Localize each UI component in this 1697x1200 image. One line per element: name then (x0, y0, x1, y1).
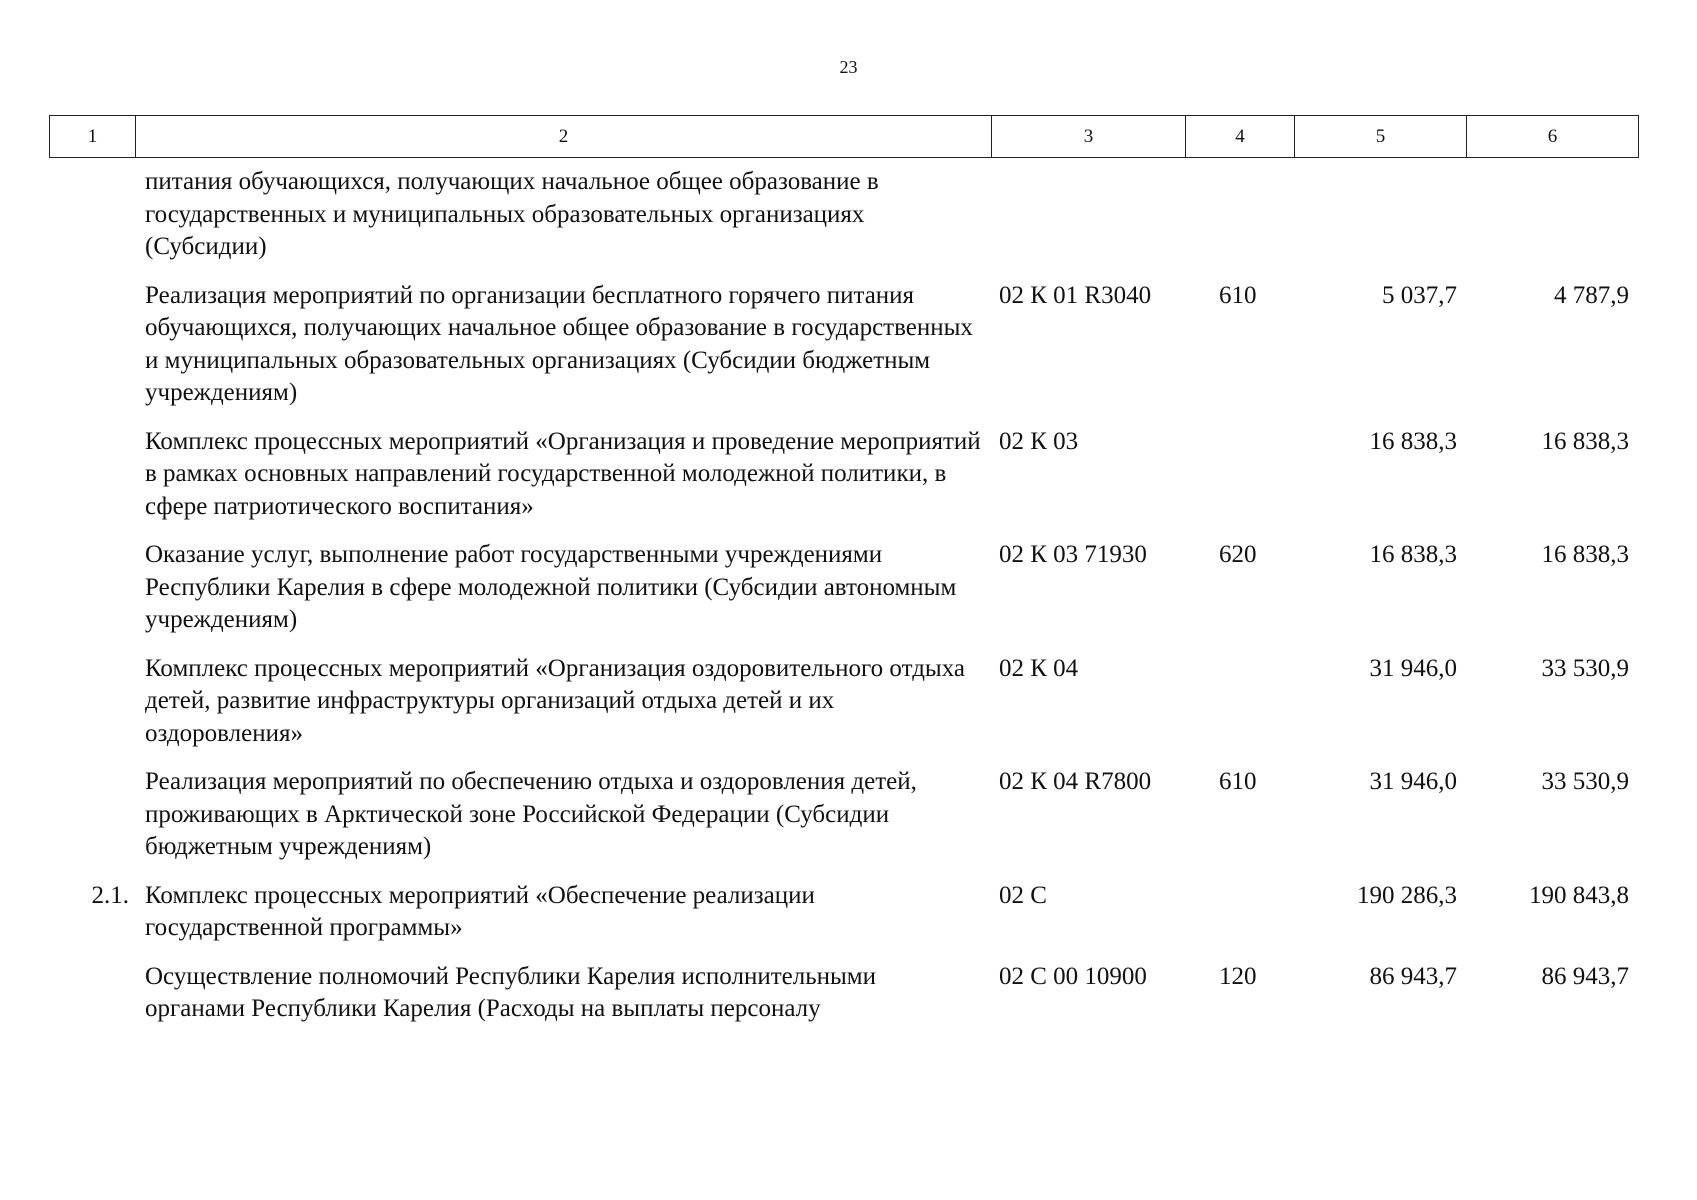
row-value-col6: 33 530,9 (1541, 768, 1629, 795)
table-row (49, 880, 1638, 945)
row-value-col6: 190 843,8 (1529, 881, 1629, 909)
row-expense-type: 120 (1219, 962, 1257, 990)
row-value-col5 (1294, 166, 1466, 264)
header-col-1: 1 (50, 116, 136, 158)
row-value-col5: 5 037,7 (1382, 281, 1457, 309)
row-number (49, 961, 135, 1026)
row-expense-type (1185, 653, 1294, 751)
row-code: 02 С 00 10900 (999, 962, 1147, 990)
header-col-4: 4 (1186, 116, 1295, 158)
row-value-col6: 86 943,7 (1541, 962, 1629, 990)
row-value-col5: 16 838,3 (1369, 541, 1457, 568)
row-number (49, 166, 135, 264)
row-name: питания обучающихся, получающих начальное общее образование в государственных и муниципальных образовательных организациях (Субсидии) (145, 168, 879, 260)
row-code: 02 К 03 (999, 427, 1079, 455)
row-number (49, 539, 135, 637)
row-value-col5: 16 838,3 (1369, 427, 1457, 455)
table-row (49, 426, 1638, 524)
row-number: 2.1. (91, 881, 129, 909)
row-number (49, 653, 135, 751)
row-name: Комплекс процессных мероприятий «Организация оздоровительного отдыха детей, развитие инфраструктуры организаций отдыха детей и их оздоровления» (145, 654, 965, 747)
row-code: 02 К 04 (999, 654, 1079, 682)
row-name: Реализация мероприятий по организации бесплатного горячего питания обучающихся, получающих начальное общее образование в государственных и муниципальных образовательных организациях (Субсидии бюджетным учреждениям) (145, 281, 973, 406)
row-name: Оказание услуг, выполнение работ государственными учреждениями Республики Карелия в сфере молодежной политики (Субсидии автономным учреждениям) (145, 541, 957, 633)
row-name: Осуществление полномочий Республики Карелия исполнительными органами Республики Карелия (Расходы на выплаты персоналу (145, 962, 876, 1022)
header-col-5: 5 (1295, 116, 1467, 158)
row-value-col5: 31 946,0 (1369, 654, 1457, 682)
row-value-col5: 86 943,7 (1369, 962, 1457, 990)
table-row (49, 166, 1638, 264)
row-code (991, 166, 1185, 264)
row-name: Комплекс процессных мероприятий «Обеспечение реализации государственной программы» (145, 881, 815, 941)
table-row (49, 280, 1638, 410)
row-value-col6: 16 838,3 (1541, 427, 1629, 455)
row-name: Реализация мероприятий по обеспечению отдыха и оздоровления детей, проживающих в Арктической зоне Российской Федерации (Субсидии бюджетным учреждениям) (145, 768, 917, 860)
page-number: 23 (839, 57, 858, 77)
row-expense-type: 610 (1219, 768, 1257, 795)
header-col-6: 6 (1467, 116, 1639, 158)
row-value-col6: 4 787,9 (1554, 281, 1629, 309)
table-row (49, 766, 1638, 864)
header-col-3: 3 (992, 116, 1186, 158)
row-code: 02 К 03 71930 (999, 541, 1147, 568)
row-code: 02 К 04 R7800 (999, 768, 1152, 795)
row-code: 02 К 01 R3040 (999, 281, 1152, 309)
row-value-col6 (1466, 166, 1638, 264)
row-value-col6: 16 838,3 (1541, 541, 1629, 568)
row-value-col6: 33 530,9 (1541, 654, 1629, 682)
row-value-col5: 190 286,3 (1357, 881, 1457, 909)
row-name: Комплекс процессных мероприятий «Организация и проведение мероприятий в рамках основных направлений государственной молодежной политики, в сфере патриотического воспитания» (145, 427, 981, 520)
row-number (49, 280, 135, 410)
row-expense-type (1185, 426, 1294, 524)
row-number (49, 426, 135, 524)
table-row (49, 539, 1638, 637)
row-number (49, 766, 135, 864)
table-row (49, 961, 1638, 1026)
row-code: 02 С (999, 881, 1047, 909)
header-col-2: 2 (136, 116, 992, 158)
row-value-col5: 31 946,0 (1369, 768, 1457, 795)
row-expense-type: 620 (1219, 541, 1257, 568)
row-expense-type (1185, 166, 1294, 264)
row-expense-type (1185, 880, 1294, 945)
row-expense-type: 610 (1219, 281, 1257, 309)
table-row (49, 653, 1638, 751)
budget-table-body (49, 166, 1638, 1042)
column-number-header (49, 115, 1639, 158)
